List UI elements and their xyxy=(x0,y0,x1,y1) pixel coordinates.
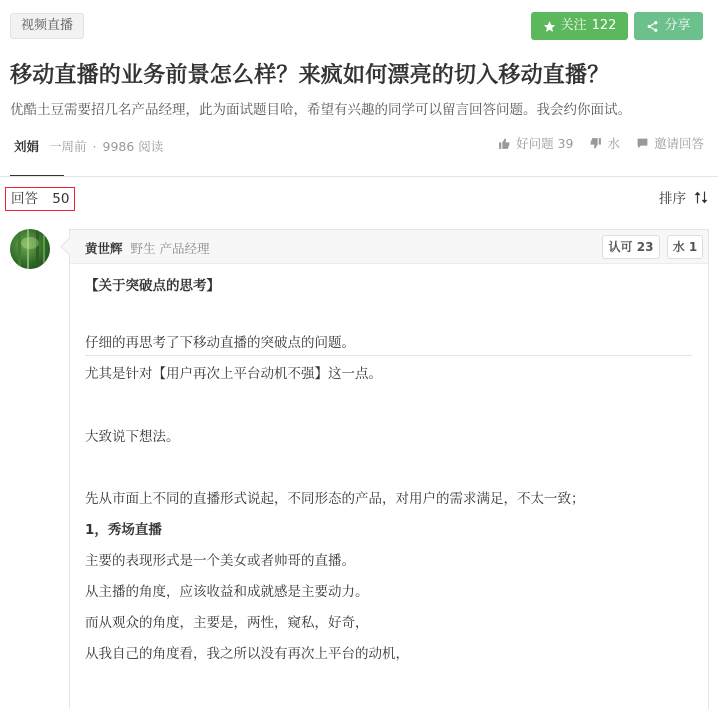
answer-count-label: 回答 xyxy=(11,191,38,207)
answer-line: 而从观众的角度，主要是，两性，窥私，好奇， xyxy=(85,615,369,631)
answer-count-value: 50 xyxy=(52,191,70,207)
avatar[interactable] xyxy=(10,229,50,269)
follow-count: 122 xyxy=(591,18,617,33)
topic-tag[interactable]: 视频直播 xyxy=(10,13,84,39)
thumbs-up-icon xyxy=(498,137,511,150)
sort-button[interactable] xyxy=(659,187,708,207)
water-vote-button[interactable]: 水 1 xyxy=(667,235,703,259)
question-time: 一周前 xyxy=(49,139,87,154)
share-icon xyxy=(646,20,659,33)
answer-line: 先从市面上不同的直播形式说起，不同形态的产品，对用户的需求满足，不太一致； xyxy=(85,491,585,507)
water-label: 水 xyxy=(607,136,620,151)
answer-author-name[interactable]: 黄世辉 xyxy=(85,241,123,256)
follow-label: 关注 xyxy=(560,18,587,33)
answer-line: 仔细的再思考了下移动直播的突破点的问题。 xyxy=(85,335,355,351)
answer-line: 尤其是针对【用户再次上平台动机不强】这一点。 xyxy=(85,366,382,382)
question-title: 移动直播的业务前景怎么样？来疯如何漂亮的切入移动直播？ xyxy=(10,63,610,88)
share-label: 分享 xyxy=(664,18,691,33)
answer-section-heading: 1，秀场直播 xyxy=(85,522,162,538)
follow-button[interactable] xyxy=(531,12,628,40)
good-question-label: 好问题 39 xyxy=(516,136,574,151)
good-question-button[interactable] xyxy=(498,134,573,152)
share-button[interactable] xyxy=(634,12,703,40)
sort-label: 排序 xyxy=(659,191,686,207)
thumbs-down-icon xyxy=(589,137,602,150)
answer-line: 从主播的角度，应该收益和成就感是主要动力。 xyxy=(85,584,369,600)
agree-button[interactable]: 认可 23 xyxy=(602,235,660,259)
answer-line: 从我自己的角度看，我之所以没有再次上平台的动机， xyxy=(85,646,409,662)
answer-heading: 【关于突破点的思考】 xyxy=(85,278,220,294)
answer-line: 主要的表现形式是一个美女或者帅哥的直播。 xyxy=(85,553,355,569)
question-views: 9986 阅读 xyxy=(102,139,164,154)
answer-header xyxy=(70,230,708,264)
question-description: 优酷土豆需要招几名产品经理，此为面试题目哈，希望有兴趣的同学可以留言回答问题。我会约你面试。 xyxy=(10,102,631,118)
answer-author-role: 野生 产品经理 xyxy=(130,241,210,256)
star-icon xyxy=(543,20,556,33)
comment-icon xyxy=(636,137,649,150)
water-button[interactable] xyxy=(589,134,620,152)
bamboo-image xyxy=(10,229,50,269)
answer-count xyxy=(5,187,75,211)
answer-card xyxy=(69,229,709,709)
question-meta xyxy=(14,137,163,155)
meta-separator: · xyxy=(92,138,97,154)
invite-label: 邀请回答 xyxy=(653,136,704,151)
sort-arrows-icon xyxy=(694,190,708,205)
answer-author-info xyxy=(85,239,209,257)
header-divider xyxy=(0,176,718,177)
answer-line: 大致说下想法。 xyxy=(85,429,180,445)
invite-answer-button[interactable] xyxy=(636,134,704,152)
question-actions xyxy=(498,134,704,152)
question-author[interactable]: 刘娟 xyxy=(14,139,40,154)
answer-heading-divider xyxy=(85,355,692,356)
